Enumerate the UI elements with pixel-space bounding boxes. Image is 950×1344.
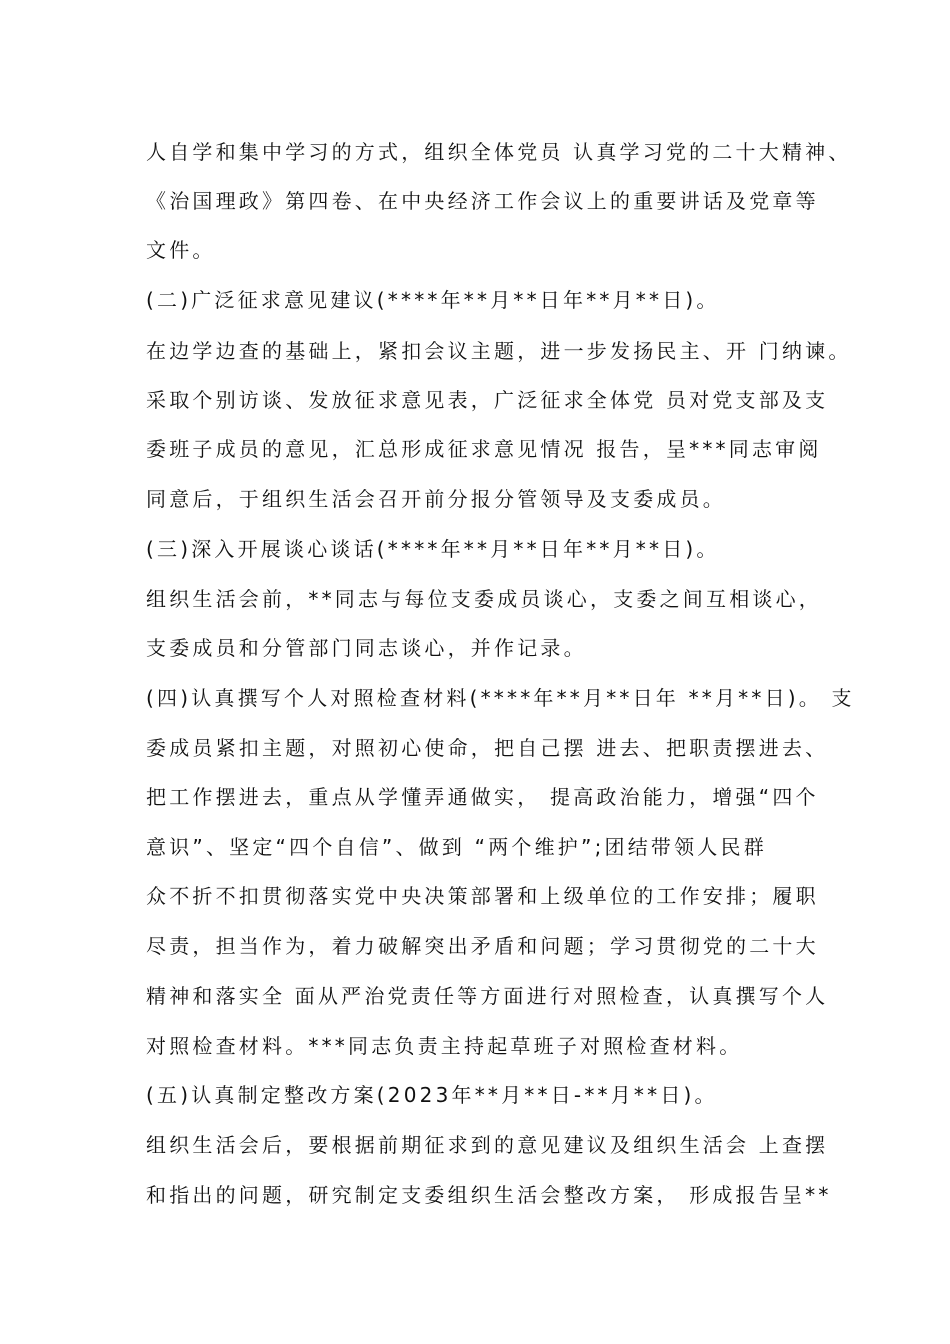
paragraph-line: 支委成员和分管部门同志谈心，并作记录。 [146,636,587,660]
section-heading: (二)广泛征求意见建议(****年**月**日年**月**日)。 [146,288,720,312]
paragraph-line: 和指出的问题，研究制定支委组织生活会整改方案， 形成报告呈** [146,1183,832,1207]
paragraph-line: 委班子成员的意见，汇总形成征求意见情况 报告，呈***同志审阅 [146,437,822,461]
paragraph-line: 对照检查材料。***同志负责主持起草班子对照检查材料。 [146,1034,743,1058]
section-heading: (三)深入开展谈心谈话(****年**月**日年**月**日)。 [146,537,720,561]
section-heading: (四)认真撰写个人对照检查材料(****年**月**日年 **月**日)。 支 [146,686,855,710]
paragraph-line: 采取个别访谈、发放征求意见表，广泛征求全体党 员对党支部及支 [146,388,829,412]
paragraph-line: 《治国理政》第四卷、在中央经济工作会议上的重要讲话及党章等 [146,189,819,213]
paragraph-line: 尽责，担当作为，着力破解突出矛盾和问题；学习贯彻党的二十大 [146,934,819,958]
paragraph-line: 众不折不扣贯彻落实党中央决策部署和上级单位的工作安排；履职 [146,884,819,908]
paragraph-line: 组织生活会前，**同志与每位支委成员谈心，支委之间互相谈心， [146,587,822,611]
paragraph-line: 意识”、坚定“四个自信”、做到 “两个维护”;团结带领人民群 [146,835,767,859]
paragraph-line: 同意后，于组织生活会召开前分报分管领导及支委成员。 [146,487,726,511]
paragraph-line: 在边学边查的基础上，紧扣会议主题，进一步发扬民主、开 门纳谏。 [146,339,852,363]
paragraph-line: 人自学和集中学习的方式，组织全体党员 认真学习党的二十大精神、 [146,140,852,164]
paragraph-line: 委成员紧扣主题，对照初心使命，把自己摆 进去、把职责摆进去、 [146,736,829,760]
paragraph-line: 组织生活会后，要根据前期征求到的意见建议及组织生活会 上查摆 [146,1133,829,1157]
paragraph-line: 把工作摆进去，重点从学懂弄通做实， 提高政治能力，增强“四个 [146,785,819,809]
paragraph-line: 文件。 [146,238,216,262]
paragraph-line: 精神和落实全 面从严治党责任等方面进行对照检查，认真撰写个人 [146,984,829,1008]
section-heading: (五)认真制定整改方案(2023年**月**日-**月**日)。 [146,1083,718,1107]
